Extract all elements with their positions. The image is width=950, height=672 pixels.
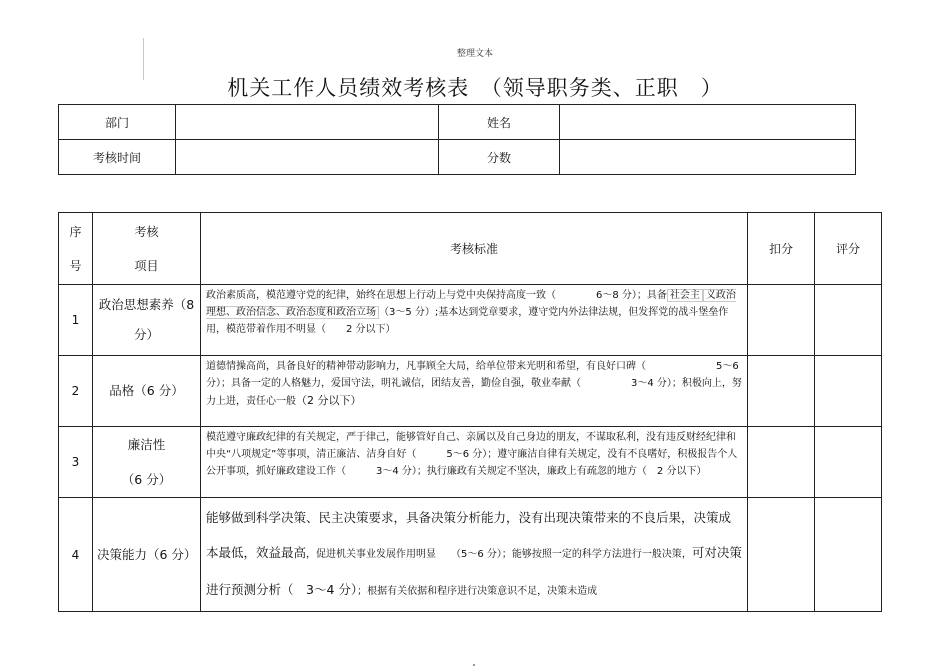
header-seq-line2: 号 [69,258,82,273]
assessment-table [58,212,882,612]
header-deduct: 扣分 [748,213,815,285]
row-criteria [201,498,748,612]
row-deduct-cell[interactable] [748,356,815,427]
row-item: 决策能力（6 分） [93,498,201,612]
name-label: 姓名 [439,105,560,140]
dept-value[interactable] [176,105,439,140]
row-rating-cell[interactable] [815,285,882,356]
row-item [93,427,201,498]
criteria-text: 能够做到科学决策、民主决策要求，具备决策分析能力，没有出现决策带来的不良后果，决策成本最低，效益最高 [206,510,732,560]
row-item-line2: （6 分） [121,472,172,487]
boxed-text: 义政治理想、政治信念、政治态度和政治立场 [206,290,736,318]
row-criteria: 模范遵守廉政纪律的有关规定，严于律己，能够管好自己、亲属以及自己身边的朋友，不谋取私利，没有违反财经纪律和中央“八项规定”等事项，清正廉洁、洁身自好（ 5～6 分）；遵守廉洁自律有关规定，没有不良嗜好，积极报告个人公开事项，抓好廉政建设工作（ 3～4 分）；执行廉政有关规定不坚决，廉政上有疏忽的地方（ 2 分以下） [201,427,748,498]
header-note: 整理文本 [456,49,493,59]
table-row [59,427,882,498]
info-table [58,104,856,175]
row-rating-cell[interactable] [815,427,882,498]
criteria-text: （3～5 分）;基本达到党章要求，遵守党内外法律法规，但发挥党的战斗堡垒作用，模范带着作用不明显（ 2 分以下） [206,307,729,335]
row-item-line1: 廉洁性 [127,437,166,452]
time-label: 考核时间 [59,140,176,175]
criteria-text: 道德情操高尚，具备良好的精神带动影响力，凡事顾全大局，给单位带来光明和希望，有良好口碑（ 5～6 分）；具备一定的人格魅力，爱国守法，明礼诚信，团结友善，勤俭自强，敬业奉献（ 3～4 分）；积极向上，努力上进，责任心一般 [206,361,742,407]
criteria-text: ，促进机关事业发展作用明显 （5～6 分）；能够按照一定的科学方法进行一般决策， [306,549,692,560]
header-seq [59,213,93,285]
row-seq: 2 [59,356,93,427]
info-row-dept [59,105,856,140]
row-item: 品格（6 分） [93,356,201,427]
row-item [93,285,201,356]
dept-label: 部门 [59,105,176,140]
criteria-text: （2 分以下） [296,394,362,407]
row-seq: 3 [59,427,93,498]
header-rating: 评分 [815,213,882,285]
criteria-text: ；根据有关依据和程序进行决策意识不足，决策未造成 [357,586,598,597]
header-item [93,213,201,285]
row-item-line2: 分） [133,327,159,342]
table-row [59,356,882,427]
criteria-text: 政治素质高，模范遵守党的纪律，始终在思想上行动上与党中央保持高度一致（ 6～8 分）；具备 [206,290,667,301]
header-item-line2: 项目 [134,258,159,273]
score-value[interactable] [560,140,856,175]
name-value[interactable] [560,105,856,140]
header-criteria: 考核标准 [201,213,748,285]
time-value[interactable] [176,140,439,175]
row-item-line1: 政治思想素养（8 [98,297,195,312]
row-criteria [201,356,748,427]
row-seq: 4 [59,498,93,612]
table-header-row [59,213,882,285]
row-seq: 1 [59,285,93,356]
table-row [59,285,882,356]
table-row [59,498,882,612]
boxed-text: 社会主 [667,289,703,302]
row-rating-cell[interactable] [815,498,882,612]
criteria-text: 可对决策进行预测分析（ 3～4 分） [206,545,742,597]
row-rating-cell[interactable] [815,356,882,427]
document-title: 机关工作人员绩效考核表 （领导职务类、正职 ） [227,76,723,100]
row-deduct-cell[interactable] [748,427,815,498]
row-deduct-cell[interactable] [748,498,815,612]
header-item-line1: 考核 [134,224,159,239]
info-row-time [59,140,856,175]
row-criteria [201,285,748,356]
row-deduct-cell[interactable] [748,285,815,356]
score-label: 分数 [439,140,560,175]
footer-mark [473,664,475,666]
header-seq-line1: 序 [69,224,82,239]
